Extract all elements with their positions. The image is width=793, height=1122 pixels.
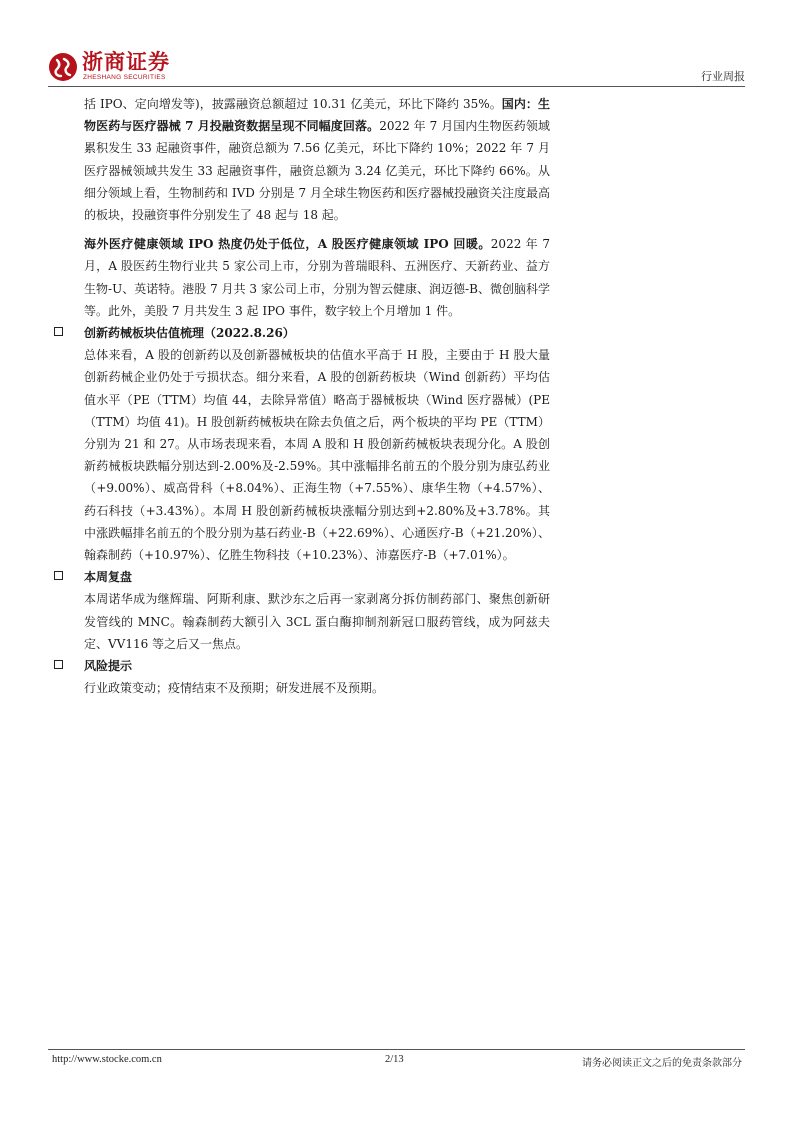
- page-number: 2/13: [385, 1054, 404, 1065]
- logo-name: 浙商证券: [82, 50, 170, 74]
- main-content: [84, 93, 550, 699]
- section-title: 风险提示: [84, 655, 550, 677]
- disclaimer-note: 请务必阅读正文之后的免责条款部分: [582, 1058, 742, 1069]
- header-divider: [48, 86, 745, 87]
- page-header: [48, 48, 745, 84]
- section-body: 本周诺华成为继辉瑞、阿斯利康、默沙东之后再一家剥离分拆仿制药部门、聚焦创新研发管线的 MNC。翰森制药大额引入 3CL 蛋白酶抑制剂新冠口服药管线，成为阿兹夫定、VV116 等之后又一焦点。: [84, 592, 550, 651]
- intro-paragraph-2: [84, 233, 550, 322]
- intro-p2-rest: 2022 年 7 月，A 股医药生物行业共 5 家公司上市，分别为普瑞眼科、五洲医疗、天新药业、益方生物-U、英诺特。港股 7 月共 3 家公司上市，分别为智云健康、润迈德-B、微创脑科学等。此外，美股 7 月共发生 3 起 IPO 事件，数字较上个月增加 1 件。: [84, 237, 550, 318]
- checkbox-bullet-icon: [54, 327, 63, 336]
- zheshang-logo-icon: [48, 52, 78, 82]
- section-body: 总体来看，A 股的创新药以及创新器械板块的估值水平高于 H 股，主要由于 H 股大量创新药械企业仍处于亏损状态。细分来看，A 股的创新药板块（Wind 创新药）平均估值水平（PE（TTM）均值 44，去除异常值）略高于器械板块（Wind 医疗器械）(PE（TTM）均值 41)。H 股创新药械板块在除去负值之后，两个板块的平均 PE（TTM）分别为 21 和 27。从市场表现来看，本周 A 股和 H 股创新药械板块表现分化。A 股创新药械板块跌幅分别达到-2.00%及-2.59%。其中涨幅排名前五的个股分别为康弘药业（+9.00%）、威高骨科（+8.04%）、正海生物（+7.55%）、康华生物（+4.57%）、药石科技（+3.43%）。本周 H 股创新药械板块涨幅分别达到+2.80%及+3.78%。其中涨跌幅排名前五的个股分别为基石药业-B（+22.69%）、心通医疗-B（+21.20%）、翰森制药（+10.97%）、亿胜生物科技（+10.23%）、沛嘉医疗-B（+7.01%）。: [84, 348, 550, 563]
- intro-p2-bold: 海外医疗健康领域 IPO 热度仍处于低位，A 股医疗健康领域 IPO 回暖。: [84, 237, 491, 252]
- intro-p1-bold: 国内：生物医药与医疗器械 7 月投融资数据呈现不同幅度回落。: [84, 97, 550, 134]
- section-valuation: [84, 322, 550, 566]
- intro-paragraph-1: [84, 93, 550, 226]
- intro-p1-text: 括 IPO、定向增发等)，披露融资总额超过 10.31 亿美元，环比下降约 35%。: [84, 97, 502, 111]
- section-body: 行业政策变动；疫情结束不及预期；研发进展不及预期。: [84, 681, 385, 696]
- footer-url-link[interactable]: http://www.stocke.com.cn: [52, 1054, 162, 1065]
- intro-p1-rest: 2022 年 7 月国内生物医药领域累积发生 33 起融资事件，融资总额为 7.56 亿美元，环比下降约 10%；2022 年 7 月医疗器械领域共发生 33 起融资事件，融资总额为 3.24 亿美元，环比下降约 66%。从细分领域上看，生物制药和 IVD 分别是 7 月全球生物医药和医疗器械投融资关注度最高的板块，投融资事件分别发生了 48 起与 18 起。: [84, 119, 550, 223]
- checkbox-bullet-icon: [54, 660, 63, 669]
- report-type: 行业周报: [701, 70, 745, 83]
- footer-divider: [48, 1049, 745, 1050]
- section-risk: [84, 655, 550, 699]
- checkbox-bullet-icon: [54, 571, 63, 580]
- section-weekly-review: [84, 566, 550, 655]
- section-title: 创新药械板块估值梳理（2022.8.26）: [84, 322, 550, 344]
- section-title: 本周复盘: [84, 566, 550, 588]
- logo-subtitle: ZHESHANG SECURITIES: [83, 74, 166, 81]
